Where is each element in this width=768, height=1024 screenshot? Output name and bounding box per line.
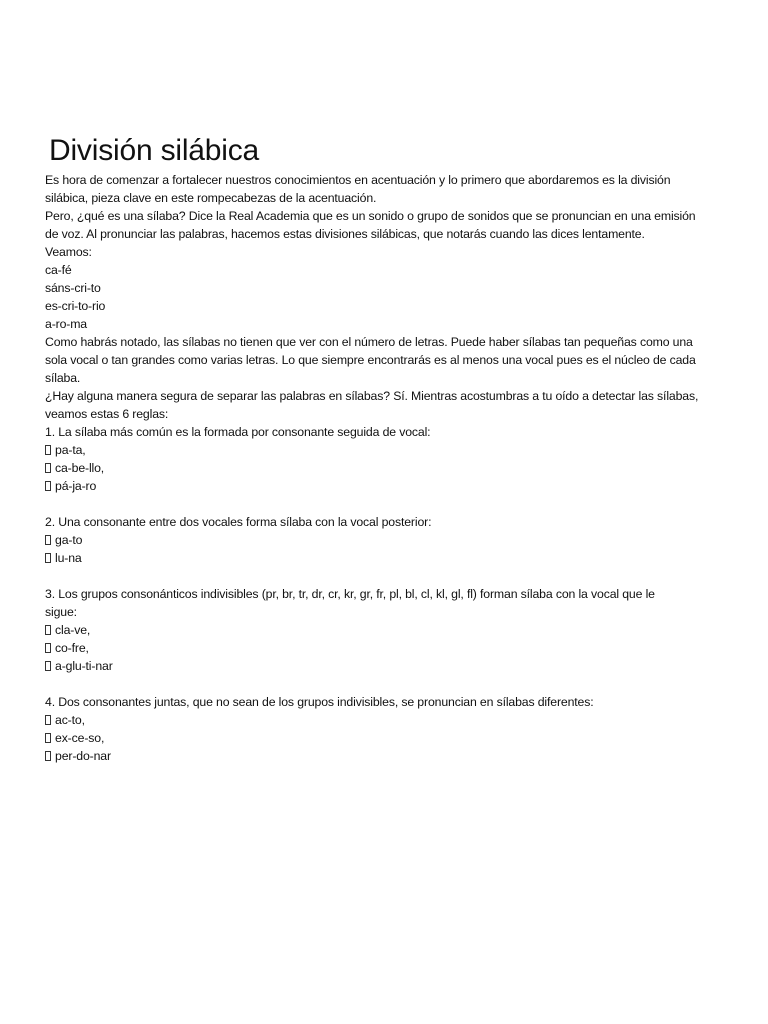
example-word: sáns-cri-to	[45, 281, 101, 295]
rule-example	[45, 621, 725, 639]
intro-line: Pero, ¿qué es una sílaba? Dice la Real Academia que es un sonido o grupo de sonidos que se pronuncian en una emisión	[45, 209, 696, 223]
rule-example	[45, 441, 725, 459]
rule-heading: 4. Dos consonantes juntas, que no sean de los grupos indivisibles, se pronuncian en sílabas diferentes:	[45, 695, 594, 709]
intro-line: silábica, pieza clave en este rompecabezas de la acentuación.	[45, 191, 377, 205]
rule-example	[45, 477, 725, 495]
rule-example	[45, 657, 725, 675]
rule-example	[45, 639, 725, 657]
missing-glyph-box-icon	[45, 481, 51, 491]
missing-glyph-box-icon	[45, 751, 51, 761]
missing-glyph-box-icon	[45, 625, 51, 635]
rule-example-text: ex-ce-so,	[55, 731, 105, 745]
example-word: ca-fé	[45, 263, 72, 277]
rule-example-text: co-fre,	[55, 641, 89, 655]
missing-glyph-box-icon	[45, 643, 51, 653]
rule-example-text: lu-na	[55, 551, 82, 565]
missing-glyph-box-icon	[45, 535, 51, 545]
rule-heading: 1. La sílaba más común es la formada por consonante seguida de vocal:	[45, 425, 431, 439]
missing-glyph-box-icon	[45, 661, 51, 671]
missing-glyph-box-icon	[45, 733, 51, 743]
rule-heading: sigue:	[45, 605, 77, 619]
rule-example	[45, 729, 725, 747]
rule-example-text: per-do-nar	[55, 749, 111, 763]
rule-example-text: pá-ja-ro	[55, 479, 97, 493]
blank-line	[45, 567, 725, 585]
rule-heading: 2. Una consonante entre dos vocales forma sílaba con la vocal posterior:	[45, 515, 432, 529]
intro-line: de voz. Al pronunciar las palabras, hacemos estas divisiones silábicas, que notarás cuando las dices lentamente.	[45, 227, 645, 241]
missing-glyph-box-icon	[45, 463, 51, 473]
rule-4	[45, 693, 725, 765]
rule-example-text: pa-ta,	[55, 443, 86, 457]
intro-line: veamos estas 6 reglas:	[45, 407, 169, 421]
rule-example-text: ga-to	[55, 533, 83, 547]
document-body	[45, 171, 725, 765]
missing-glyph-box-icon	[45, 715, 51, 725]
rule-example	[45, 459, 725, 477]
rule-example-text: a-glu-ti-nar	[55, 659, 113, 673]
rule-example-text: ca-be-llo,	[55, 461, 105, 475]
example-word: a-ro-ma	[45, 317, 87, 331]
rule-example	[45, 711, 725, 729]
intro-line: sílaba.	[45, 371, 81, 385]
rule-heading: 3. Los grupos consonánticos indivisibles (pr, br, tr, dr, cr, kr, gr, fr, pl, bl, cl, kl, gl, fl) forman sílaba con la vocal que le	[45, 587, 655, 601]
intro-line: sola vocal o tan grandes como varias letras. Lo que siempre encontrarás es al menos una vocal pues es el núcleo de cada	[45, 353, 696, 367]
missing-glyph-box-icon	[45, 553, 51, 563]
blank-line	[45, 495, 725, 513]
rule-example	[45, 747, 725, 765]
blank-line	[45, 675, 725, 693]
page-title: División silábica	[49, 134, 260, 167]
rule-2	[45, 513, 725, 585]
intro-line: ¿Hay alguna manera segura de separar las palabras en sílabas? Sí. Mientras acostumbras a tu oído a detectar las sílabas,	[45, 389, 699, 403]
intro-line: Es hora de comenzar a fortalecer nuestros conocimientos en acentuación y lo primero que abordaremos es la división	[45, 173, 671, 187]
example-word: es-cri-to-rio	[45, 299, 106, 313]
rule-example	[45, 549, 725, 567]
intro-line: Veamos:	[45, 245, 92, 259]
rule-example-text: cla-ve,	[55, 623, 91, 637]
intro-section	[45, 171, 725, 423]
missing-glyph-box-icon	[45, 445, 51, 455]
intro-line: Como habrás notado, las sílabas no tienen que ver con el número de letras. Puede haber sílabas tan pequeñas como una	[45, 335, 693, 349]
rule-1	[45, 423, 725, 513]
rule-3	[45, 585, 725, 693]
rule-example-text: ac-to,	[55, 713, 85, 727]
rule-example	[45, 531, 725, 549]
